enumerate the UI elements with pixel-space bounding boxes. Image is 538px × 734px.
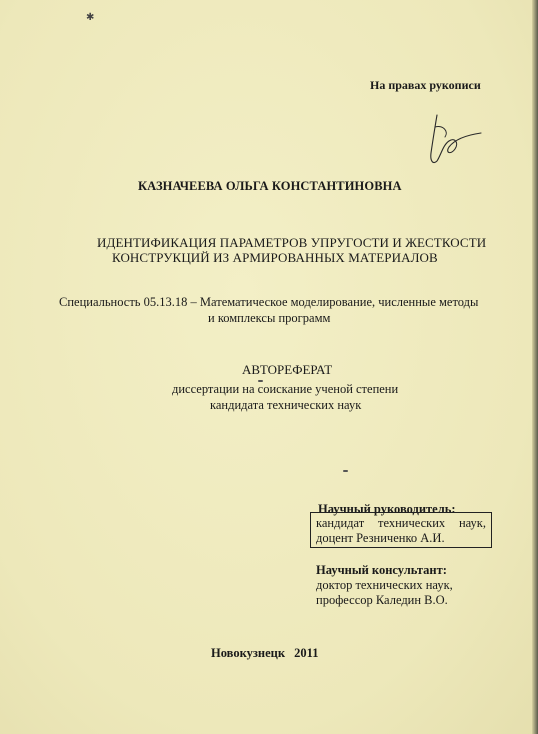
- city-year: Новокузнецк 2011: [211, 646, 319, 660]
- abstract-label: АВТОРЕФЕРАТ: [242, 362, 333, 377]
- supervisor-name: доцент Резниченко А.И.: [316, 531, 445, 545]
- supervisor-heading: Научный руководитель:: [318, 502, 456, 516]
- specialty-line-2: и комплексы программ: [208, 311, 331, 325]
- author-name: КАЗНАЧЕЕВА ОЛЬГА КОНСТАНТИНОВНА: [138, 179, 402, 193]
- page-edge-shadow: [532, 0, 538, 734]
- specialty-line-1: Специальность 05.13.18 – Математическое моделирование, численные методы: [59, 295, 479, 309]
- supervisor-degree: кандидат технических наук,: [316, 516, 486, 530]
- consultant-name: профессор Каледин В.О.: [316, 593, 448, 607]
- abstract-line-1: диссертации на соискание ученой степени: [172, 382, 399, 396]
- corner-mark: ✱: [86, 12, 95, 23]
- consultant-degree: доктор технических наук,: [316, 578, 453, 592]
- ink-speck: [258, 380, 263, 382]
- handwritten-signature: [415, 105, 490, 170]
- abstract-line-2: кандидата технических наук: [210, 398, 362, 412]
- ink-speck: [343, 470, 348, 472]
- rights-notice: На правах рукописи: [370, 78, 481, 92]
- consultant-heading: Научный консультант:: [316, 563, 447, 577]
- title-line-2: КОНСТРУКЦИЙ ИЗ АРМИРОВАННЫХ МАТЕРИАЛОВ: [112, 250, 438, 265]
- title-line-1: ИДЕНТИФИКАЦИЯ ПАРАМЕТРОВ УПРУГОСТИ И ЖЕСТКОСТИ: [97, 235, 487, 250]
